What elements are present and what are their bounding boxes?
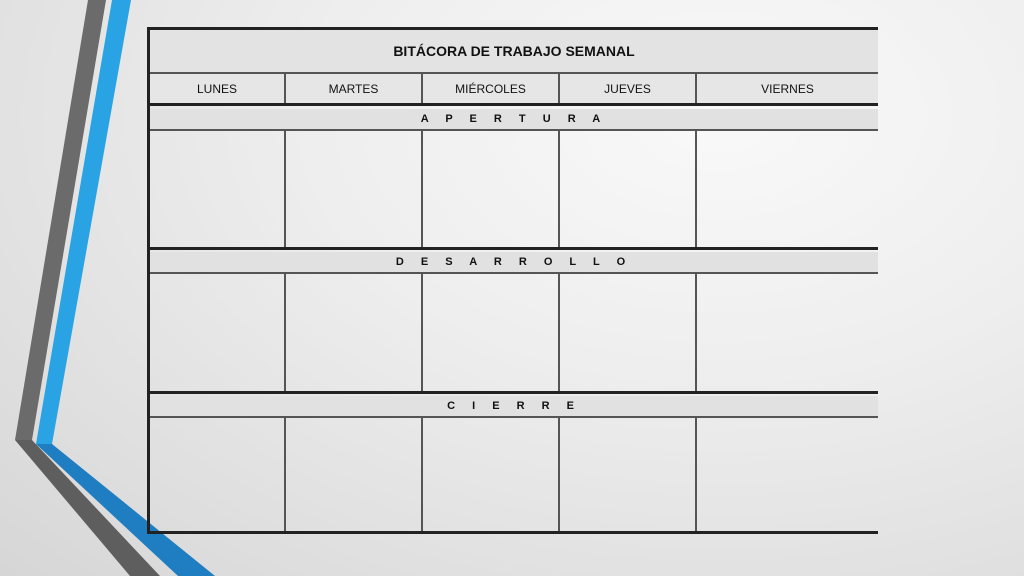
section-cierre-header: C I E R R E bbox=[150, 396, 878, 418]
entry-cell[interactable] bbox=[423, 418, 560, 531]
days-header bbox=[150, 74, 878, 106]
day-miercoles: MIÉRCOLES bbox=[423, 74, 560, 103]
entry-cell[interactable] bbox=[560, 274, 697, 391]
day-viernes: VIERNES bbox=[761, 81, 814, 96]
divider bbox=[150, 391, 878, 394]
divider bbox=[150, 247, 878, 250]
day-jueves: JUEVES bbox=[560, 74, 697, 103]
entry-cell[interactable] bbox=[150, 131, 286, 247]
table-title: BITÁCORA DE TRABAJO SEMANAL bbox=[150, 30, 878, 74]
entry-cell[interactable] bbox=[697, 274, 878, 391]
section-cierre-cells bbox=[150, 418, 878, 531]
entry-cell[interactable] bbox=[286, 131, 423, 247]
entry-cell[interactable] bbox=[697, 418, 878, 531]
section-apertura-header: A P E R T U R A bbox=[150, 109, 878, 131]
entry-cell[interactable] bbox=[286, 274, 423, 391]
weekly-log-table bbox=[147, 27, 878, 534]
entry-cell[interactable] bbox=[560, 418, 697, 531]
entry-cell[interactable] bbox=[697, 131, 878, 247]
entry-cell[interactable] bbox=[560, 131, 697, 247]
day-martes: MARTES bbox=[286, 74, 423, 103]
entry-cell[interactable] bbox=[423, 274, 560, 391]
section-desarrollo-header: D E S A R R O L L O bbox=[150, 252, 878, 274]
entry-cell[interactable] bbox=[150, 418, 286, 531]
day-lunes: LUNES bbox=[150, 74, 286, 103]
entry-cell[interactable] bbox=[423, 131, 560, 247]
entry-cell[interactable] bbox=[150, 274, 286, 391]
gray-diagonal bbox=[15, 440, 160, 576]
section-desarrollo-cells bbox=[150, 274, 878, 391]
section-apertura-cells bbox=[150, 131, 878, 247]
entry-cell[interactable] bbox=[286, 418, 423, 531]
